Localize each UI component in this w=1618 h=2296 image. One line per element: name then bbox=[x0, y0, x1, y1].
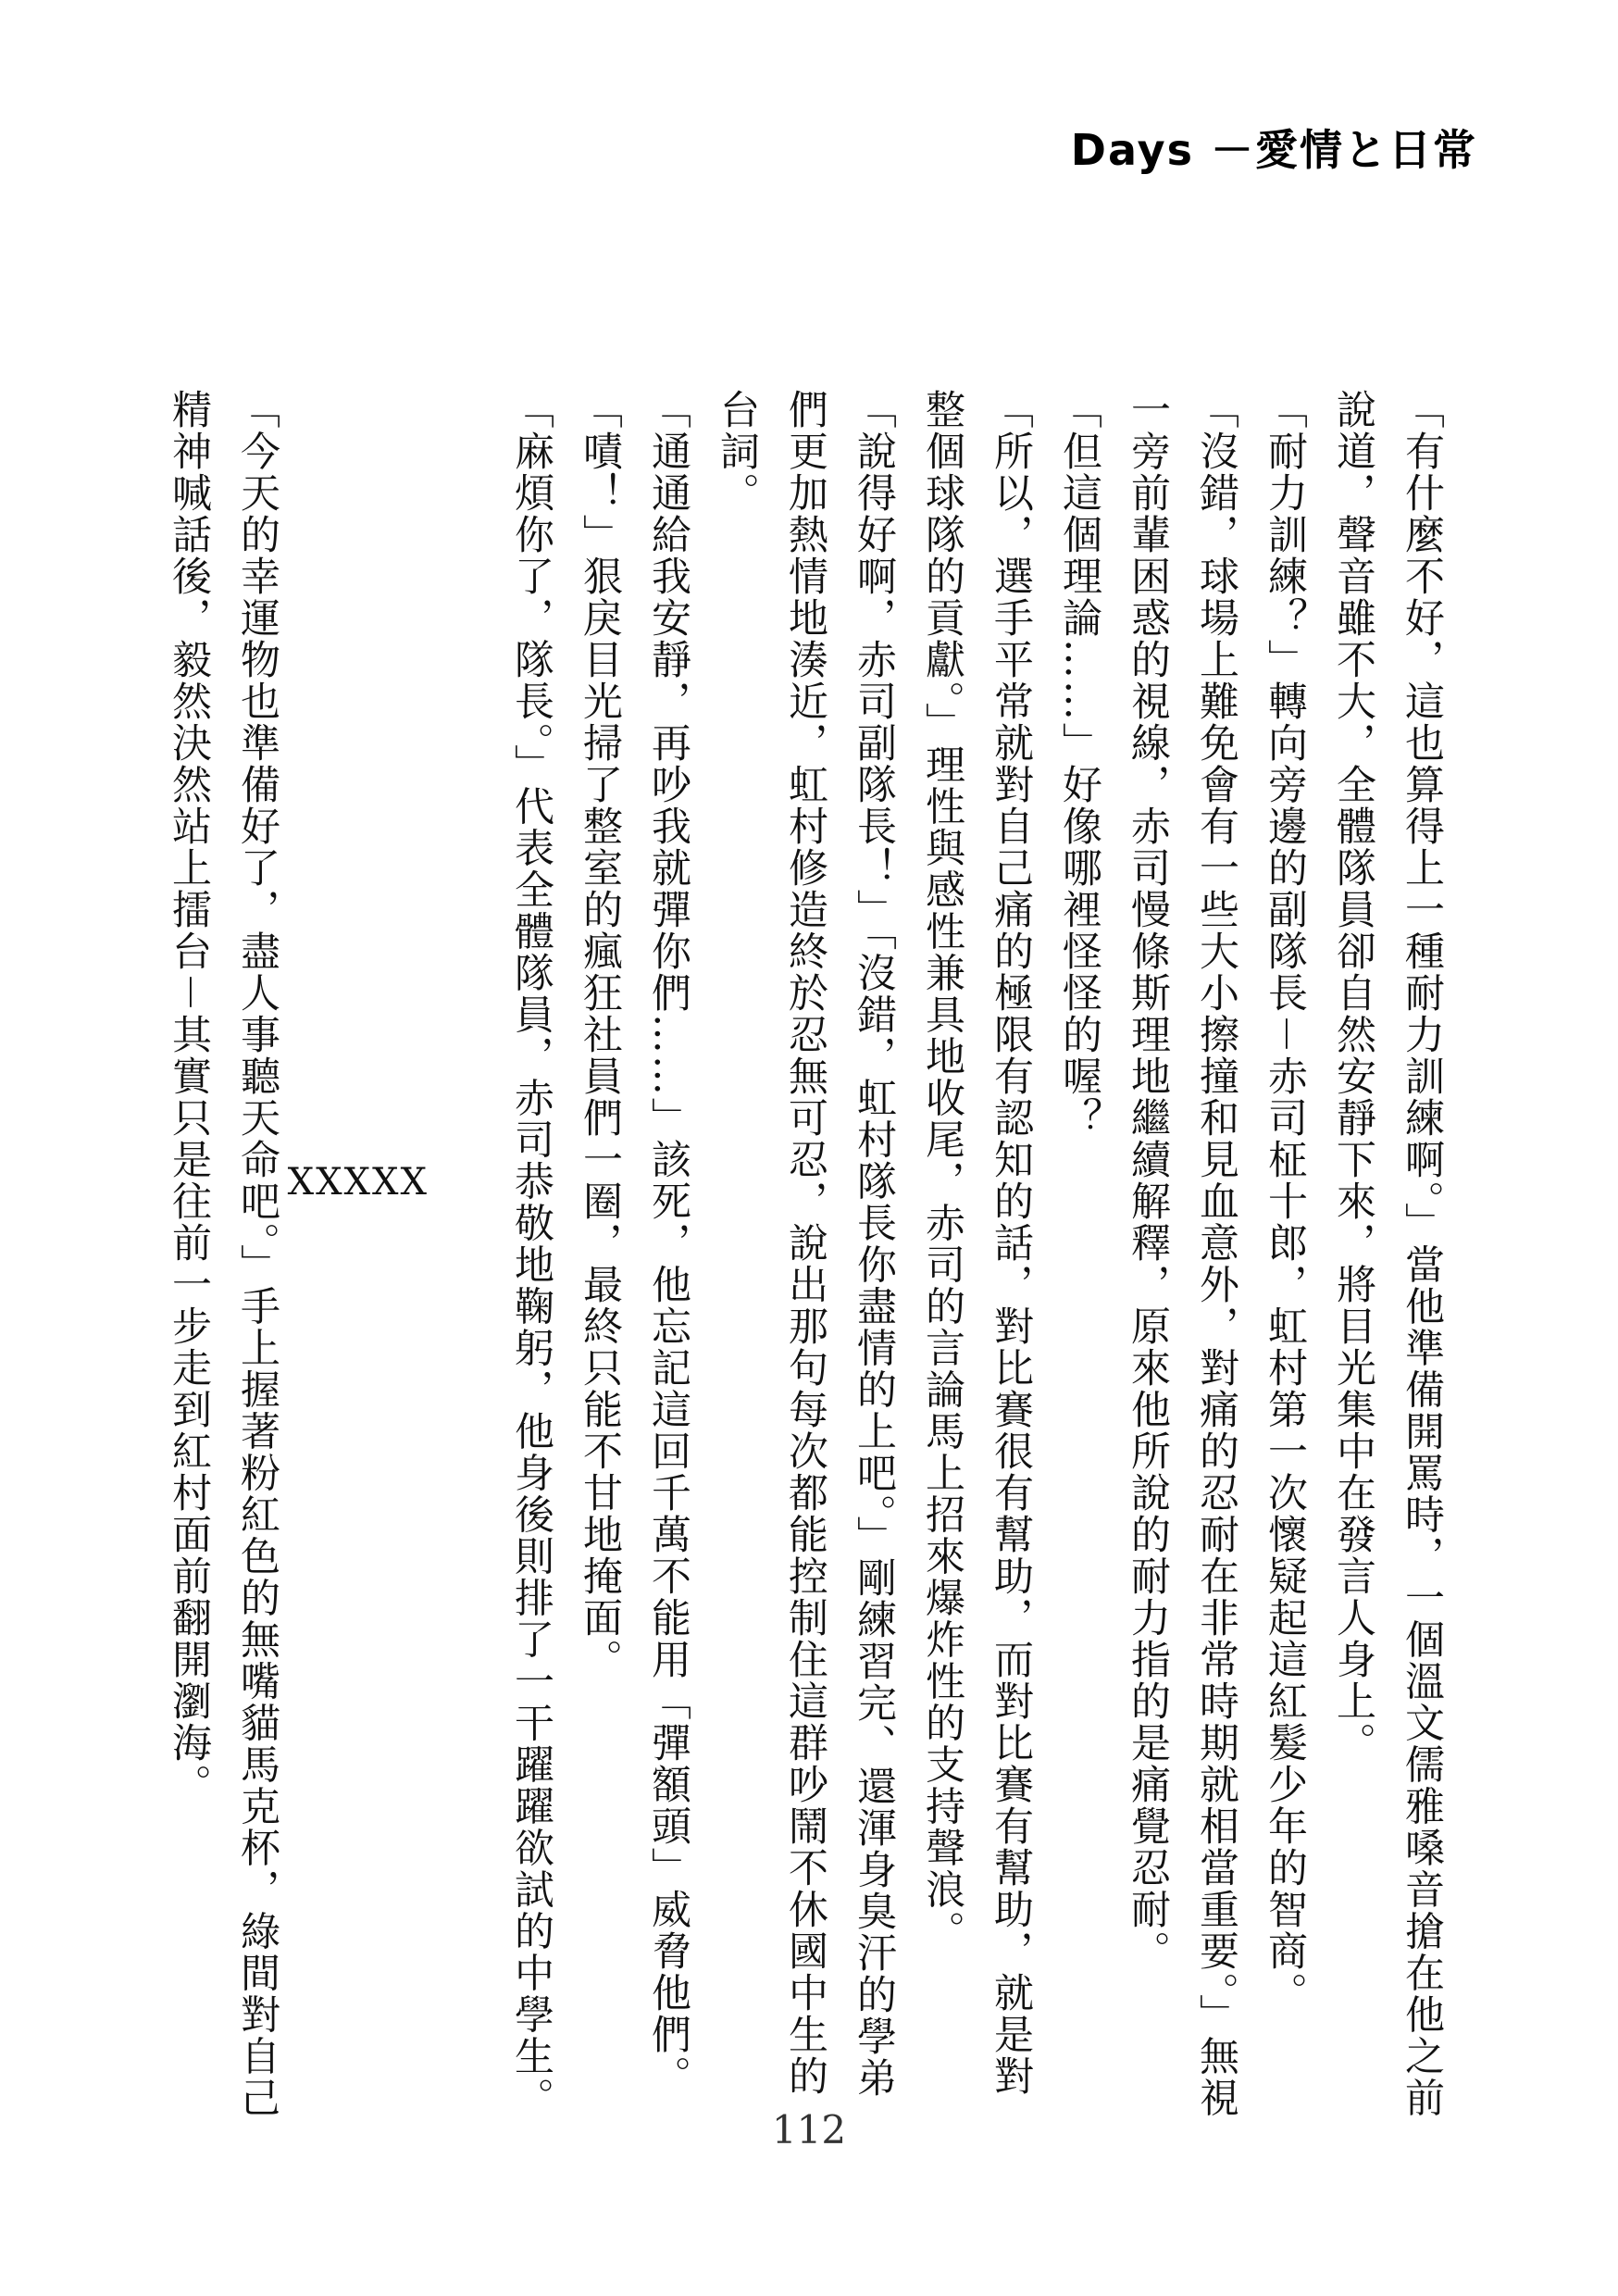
running-header: Days －愛情と日常 bbox=[1070, 125, 1477, 175]
paragraph: 「今天的幸運物也準備好了，盡人事聽天命吧。」手上握著粉紅色的無嘴貓馬克杯，綠間對自己精神喊話後，毅然決然站上擂台－其實只是往前一步走到紅村面前翻開瀏海。 bbox=[166, 389, 280, 2119]
scene-break-mark: X bbox=[316, 1161, 344, 1204]
scene-break-mark: X bbox=[372, 1161, 401, 1204]
paragraph: 「通通給我安靜，再吵我就彈你們……」該死，他忘記這回千萬不能用「彈額頭」威脅他們。 bbox=[645, 389, 691, 2097]
blank-column bbox=[429, 389, 497, 2129]
scene-break-mark: X bbox=[343, 1161, 373, 1204]
scene-break-mark: X bbox=[287, 1161, 317, 1204]
paragraph: 「沒錯，球場上難免會有一些大小擦撞和見血意外，對痛的忍耐在非常時期就相當重要。」無視一旁前輩困惑的視線，赤司慢條斯理地繼續解釋，原來他所說的耐力指的是痛覺忍耐。 bbox=[1125, 389, 1239, 2119]
paragraph: 「麻煩你了，隊長。」代表全體隊員，赤司恭敬地鞠躬，他身後則排了一干躍躍欲試的中學生。 bbox=[508, 389, 554, 2119]
paragraph: 「所以，選手平常就對自己痛的極限有認知的話，對比賽很有幫助，而對比賽有幫助，就是對整個球隊的貢獻。」理性與感性兼具地收尾，赤司的言論馬上招來爆炸性的支持聲浪。 bbox=[919, 389, 1034, 2097]
vertical-body-text bbox=[155, 389, 1456, 2129]
paragraph: 「但這個理論……」好像哪裡怪怪的喔？ bbox=[1056, 389, 1102, 1139]
page-number: 112 bbox=[771, 2107, 847, 2152]
paragraph: 「耐力訓練？」轉向旁邊的副隊長－赤司柾十郎，虹村第一次懷疑起這紅髮少年的智商。 bbox=[1262, 389, 1308, 2014]
paragraph: 「有什麼不好，這也算得上一種耐力訓練啊。」當他準備開罵時，一個溫文儒雅嗓音搶在他之前說道，聲音雖不大，全體隊員卻自然安靜下來，將目光集中在發言人身上。 bbox=[1330, 389, 1445, 2119]
scene-break-mark: X bbox=[400, 1161, 429, 1204]
paragraph: 「說得好啊，赤司副隊長！」「沒錯，虹村隊長你盡情的上吧。」剛練習完、還渾身臭汗的學弟們更加熱情地湊近，虹村修造終於忍無可忍，說出那句每次都能控制住這群吵鬧不休國中生的台詞。 bbox=[714, 389, 897, 2099]
scene-break bbox=[287, 389, 429, 2129]
paragraph: 「嘖！」狠戾目光掃了整室的瘋狂社員們一圈，最終只能不甘地掩面。 bbox=[577, 389, 623, 1680]
